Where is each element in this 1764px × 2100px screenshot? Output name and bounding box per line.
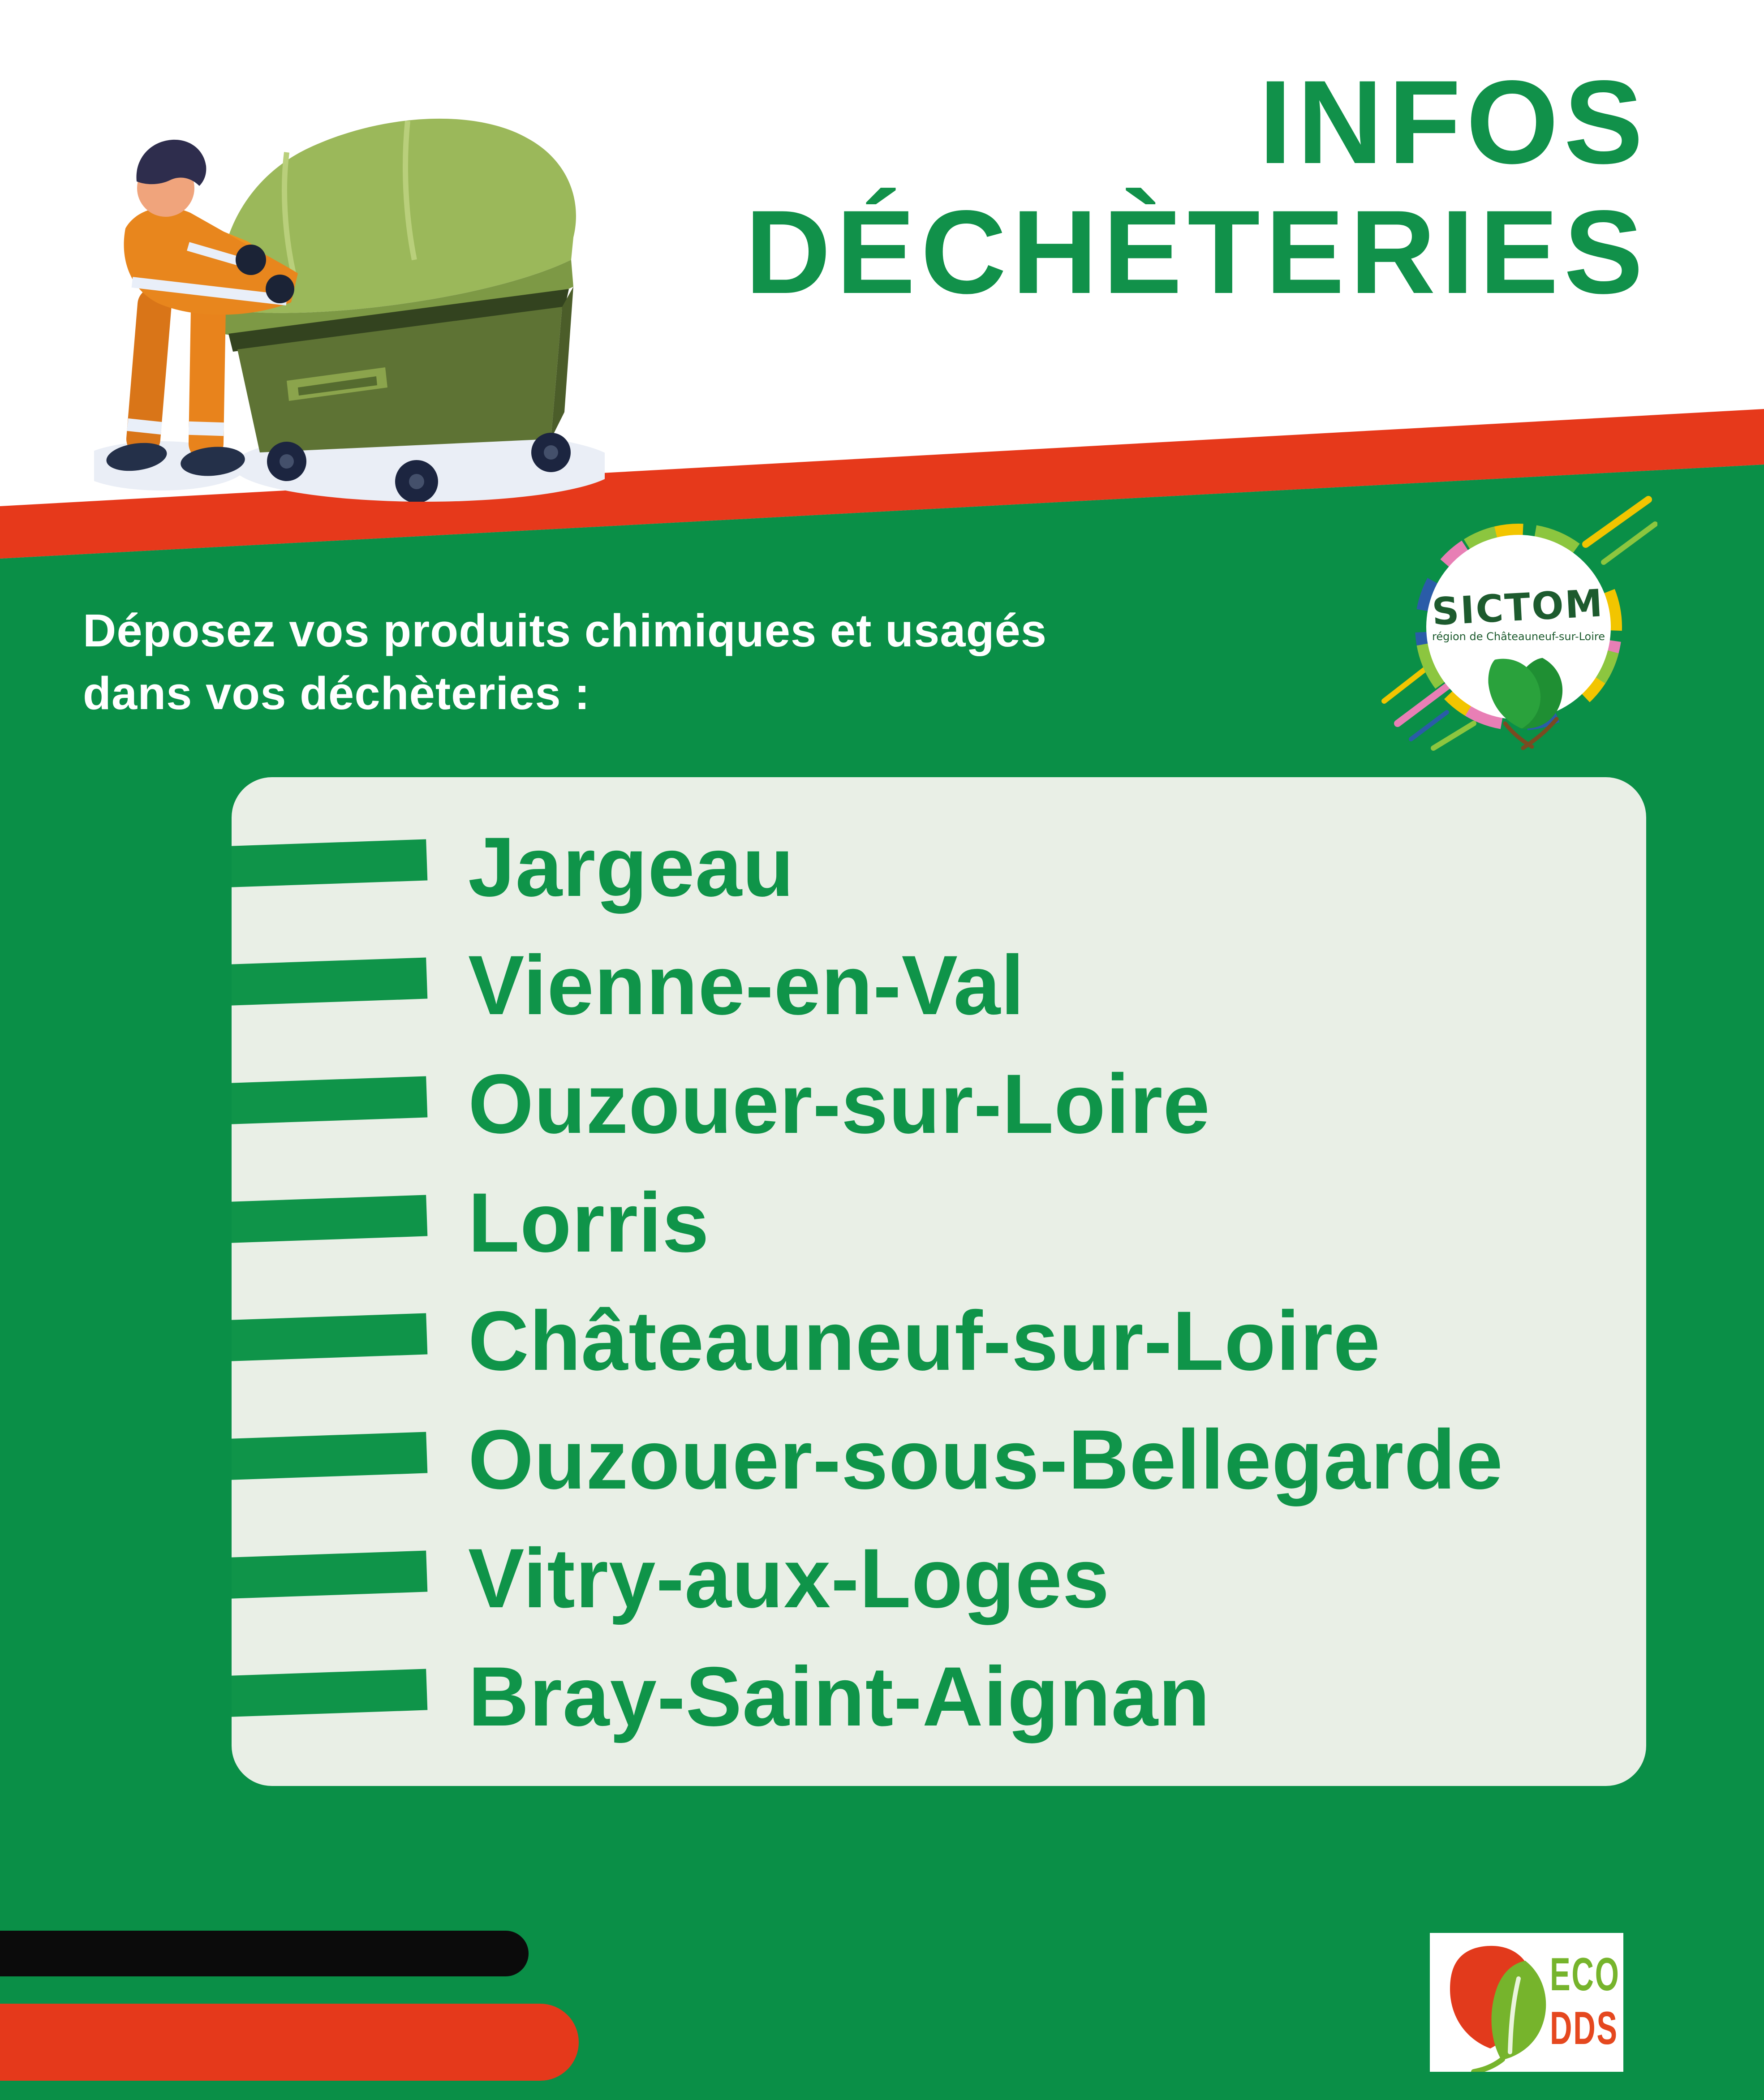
bottom-black-bar (0, 1931, 529, 1976)
list-item-label: Jargeau (468, 819, 795, 914)
green-bar-marker (232, 958, 427, 1006)
green-bar-marker (232, 1195, 427, 1243)
sictom-logo-region: région de Châteauneuf-sur-Loire (1432, 630, 1605, 643)
sictom-circular-logo (1371, 491, 1657, 759)
list-item (232, 931, 1646, 1039)
green-bar-marker (232, 1432, 427, 1480)
list-item (232, 1524, 1646, 1632)
bottom-red-bar (0, 2004, 579, 2081)
green-bar-marker (232, 1076, 427, 1124)
list-item-label: Vitry-aux-Loges (468, 1531, 1110, 1625)
list-item (232, 1169, 1646, 1276)
page-title-line2: DÉCHÈTERIES (745, 186, 1648, 318)
list-item (232, 1406, 1646, 1513)
page-title-line1: INFOS (1259, 56, 1648, 189)
ecodds-text-dds: DDS (1550, 2001, 1618, 2054)
list-item (232, 1050, 1646, 1158)
green-bar-marker (232, 1550, 427, 1599)
list-item (232, 813, 1646, 921)
intro-line2: dans vos déchèteries : (83, 667, 590, 719)
list-item (232, 1643, 1646, 1750)
intro-line1: Déposez vos produits chimiques et usagés (83, 605, 1047, 656)
intro-text (83, 599, 1047, 725)
worker-pushing-dumpster-illustration (94, 99, 605, 502)
sictom-logo-name: SICTOM (1431, 581, 1605, 634)
ecodds-logo-box (1430, 1933, 1623, 2072)
list-item-label: Vienne-en-Val (468, 938, 1025, 1033)
list-item-label: Châteauneuf-sur-Loire (468, 1294, 1381, 1388)
page-title (745, 57, 1648, 317)
list-item (232, 1287, 1646, 1394)
list-item-label: Lorris (468, 1175, 710, 1269)
list-item-label: Bray-Saint-Aignan (468, 1649, 1210, 1744)
decheteries-card (232, 777, 1646, 1786)
green-bar-marker (232, 1669, 427, 1717)
ecodds-text-eco: ECO (1550, 1948, 1620, 2001)
list-item-label: Ouzouer-sous-Bellegarde (468, 1412, 1503, 1506)
list-item-label: Ouzouer-sur-Loire (468, 1056, 1210, 1151)
green-bar-marker (232, 839, 427, 887)
green-bar-marker (232, 1313, 427, 1362)
ecodds-leaf-logo (1430, 1933, 1623, 2072)
